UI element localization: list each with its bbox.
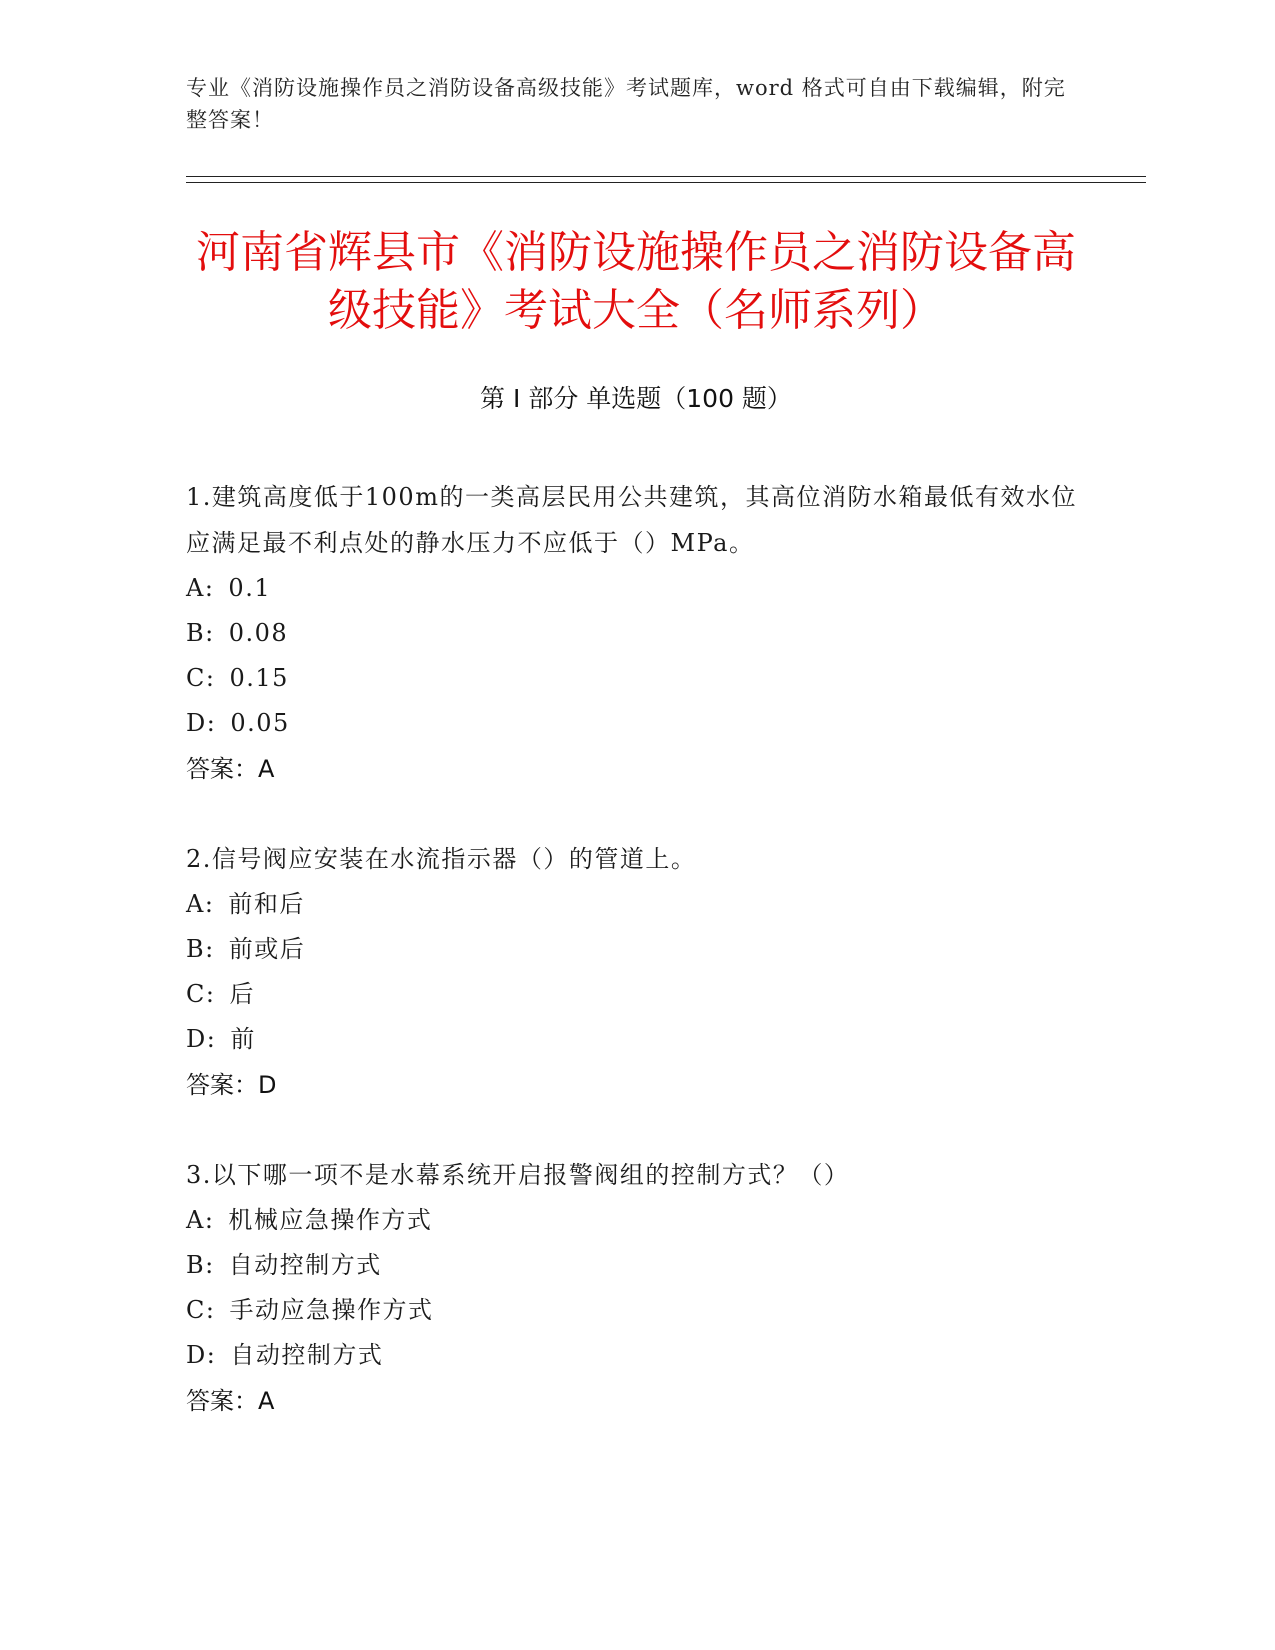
option-b — [186, 927, 1086, 972]
option-text: 自动控制方式 — [230, 1341, 384, 1369]
option-b — [186, 1243, 1086, 1288]
option-letter: C: — [186, 980, 216, 1008]
option-b — [186, 611, 1086, 656]
option-text: 后 — [229, 980, 255, 1008]
option-text: 0.1 — [228, 574, 272, 602]
question-2 — [186, 836, 1086, 1108]
option-d — [186, 1017, 1086, 1062]
option-letter: D: — [186, 1025, 217, 1053]
option-text: 前或后 — [228, 935, 306, 963]
question-stem: 3.以下哪一项不是水幕系统开启报警阀组的控制方式？（） — [186, 1161, 850, 1189]
option-letter: B: — [186, 935, 215, 963]
option-d — [186, 701, 1086, 746]
header-note: 专业《消防设施操作员之消防设备高级技能》考试题库，word 格式可自由下载编辑，附完整答案！ — [186, 76, 1066, 132]
header-divider-bottom — [186, 182, 1146, 183]
question-3 — [186, 1152, 1086, 1424]
option-a — [186, 882, 1086, 927]
option-c — [186, 656, 1086, 701]
option-letter: B: — [186, 619, 215, 647]
question-1 — [186, 474, 1086, 792]
answer: 答案：A — [186, 1387, 275, 1415]
option-c — [186, 972, 1086, 1017]
option-text: 0.05 — [230, 709, 290, 737]
option-letter: B: — [186, 1251, 215, 1279]
option-letter: A: — [186, 1206, 215, 1234]
option-text: 前和后 — [228, 890, 305, 918]
option-a — [186, 1198, 1086, 1243]
option-letter: D: — [186, 709, 217, 737]
answer: 答案：A — [186, 755, 275, 783]
section-title: 第 I 部分 单选题（100 题） — [480, 384, 792, 413]
option-letter: A: — [186, 574, 215, 602]
question-stem: 1.建筑高度低于100m的一类高层民用公共建筑，其高位消防水箱最低有效水位应满足最不利点处的静水压力不应低于（）MPa。 — [186, 483, 1077, 557]
answer: 答案：D — [186, 1071, 277, 1099]
document-title: 河南省辉县市《消防设施操作员之消防设备高级技能》考试大全（名师系列） — [196, 227, 1076, 336]
header-divider-top — [186, 176, 1146, 177]
option-letter: C: — [186, 1296, 216, 1324]
option-text: 前 — [230, 1025, 256, 1053]
option-text: 0.08 — [228, 619, 289, 647]
option-text: 手动应急操作方式 — [229, 1296, 434, 1324]
option-text: 自动控制方式 — [228, 1251, 382, 1279]
option-letter: D: — [186, 1341, 217, 1369]
option-a — [186, 566, 1086, 611]
option-text: 0.15 — [229, 664, 289, 692]
option-letter: C: — [186, 664, 216, 692]
option-letter: A: — [186, 890, 215, 918]
question-stem: 2.信号阀应安装在水流指示器（）的管道上。 — [186, 845, 697, 873]
option-d — [186, 1333, 1086, 1378]
option-c — [186, 1288, 1086, 1333]
option-text: 机械应急操作方式 — [228, 1206, 433, 1234]
